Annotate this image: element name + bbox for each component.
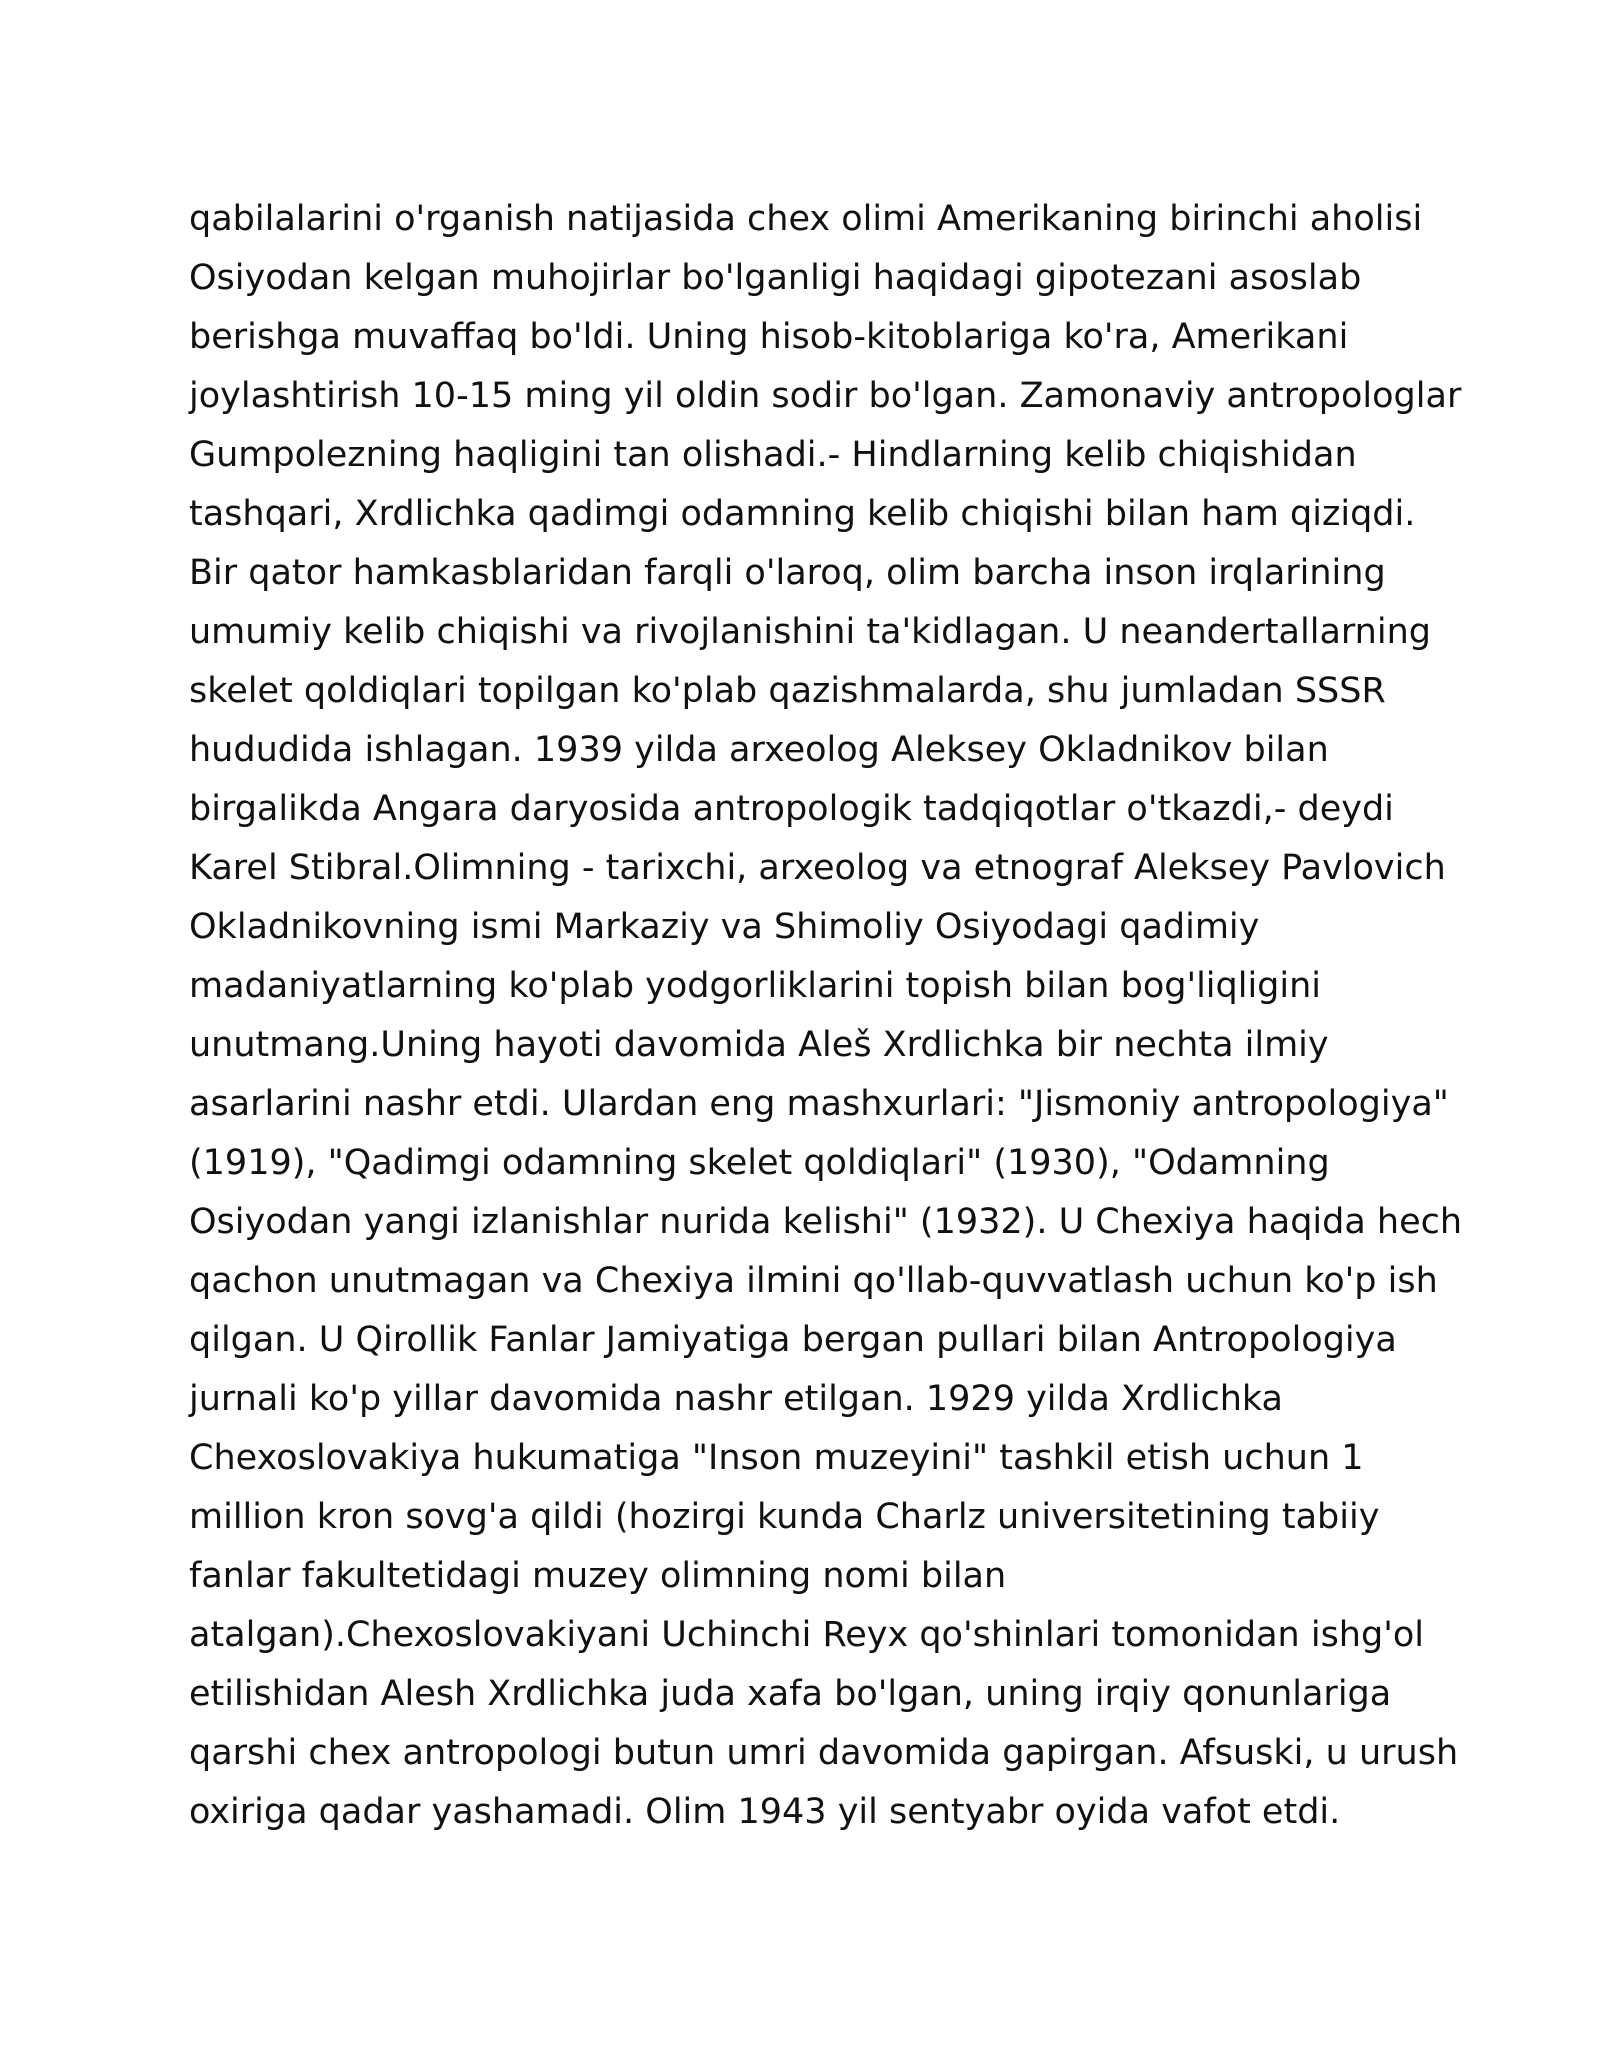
text-line: qarshi chex antropologi butun umri davomida gapirgan. Afsuski, u urush xyxy=(189,1733,1459,1773)
text-line: umumiy kelib chiqishi va rivojlanishini ta'kidlagan. U neandertallarning xyxy=(189,612,1431,652)
text-line: qabilalarini o'rganish natijasida chex olimi Amerikaning birinchi aholisi xyxy=(189,199,1423,239)
text-line: unutmang.Uning hayoti davomida Aleš Xrdlichka bir nechta ilmiy xyxy=(189,1025,1329,1065)
text-line: fanlar fakultetidagi muzey olimning nomi bilan xyxy=(189,1556,1007,1596)
text-line: atalgan).Chexoslovakiyani Uchinchi Reyx qo'shinlari tomonidan ishg'ol xyxy=(189,1615,1424,1655)
text-line: oxiriga qadar yashamadi. Olim 1943 yil sentyabr oyida vafot etdi. xyxy=(189,1792,1341,1832)
text-line: asarlarini nashr etdi. Ulardan eng mashxurlari: "Jismoniy antropologiya" xyxy=(189,1084,1449,1124)
text-line: etilishidan Alesh Xrdlichka juda xafa bo'lgan, uning irqiy qonunlariga xyxy=(189,1674,1392,1714)
text-line: Okladnikovning ismi Markaziy va Shimoliy Osiyodagi qadimiy xyxy=(189,907,1260,947)
text-line: (1919), "Qadimgi odamning skelet qoldiqlari" (1930), "Odamning xyxy=(189,1143,1330,1183)
text-line: tashqari, Xrdlichka qadimgi odamning kelib chiqishi bilan ham qiziqdi. xyxy=(189,494,1416,534)
text-line: Karel Stibral.Olimning - tarixchi, arxeolog va etnograf Aleksey Pavlovich xyxy=(189,848,1446,888)
text-line: berishga muvaffaq bo'ldi. Uning hisob-kitoblariga ko'ra, Amerikani xyxy=(189,317,1349,357)
text-line: skelet qoldiqlari topilgan ko'plab qazishmalarda, shu jumladan SSSR xyxy=(189,671,1386,711)
text-line: birgalikda Angara daryosida antropologik tadqiqotlar o'tkazdi,- deydi xyxy=(189,789,1394,829)
text-line: joylashtirish 10-15 ming yil oldin sodir bo'lgan. Zamonaviy antropologlar xyxy=(189,376,1462,416)
text-line: Osiyodan kelgan muhojirlar bo'lganligi haqidagi gipotezani asoslab xyxy=(189,258,1362,298)
text-line: Gumpolezning haqligini tan olishadi.- Hindlarning kelib chiqishidan xyxy=(189,435,1357,475)
text-line: million kron sovg'a qildi (hozirgi kunda Charlz universitetining tabiiy xyxy=(189,1497,1380,1537)
text-line: qilgan. U Qirollik Fanlar Jamiyatiga bergan pullari bilan Antropologiya xyxy=(189,1320,1397,1360)
text-line: madaniyatlarning ko'plab yodgorliklarini topish bilan bog'liqligini xyxy=(189,966,1322,1006)
text-line: jurnali ko'p yillar davomida nashr etilgan. 1929 yilda Xrdlichka xyxy=(189,1379,1283,1419)
text-line: Chexoslovakiya hukumatiga "Inson muzeyini" tashkil etish uchun 1 xyxy=(189,1438,1364,1478)
text-line: Bir qator hamkasblaridan farqli o'laroq, olim barcha inson irqlarining xyxy=(189,553,1386,593)
text-line: hududida ishlagan. 1939 yilda arxeolog Aleksey Okladnikov bilan xyxy=(189,730,1329,770)
text-line: Osiyodan yangi izlanishlar nurida kelishi" (1932). U Chexiya haqida hech xyxy=(189,1202,1463,1242)
text-line: qachon unutmagan va Chexiya ilmini qo'llab-quvvatlash uchun ko'p ish xyxy=(189,1261,1438,1301)
body-paragraph xyxy=(189,190,1463,1842)
